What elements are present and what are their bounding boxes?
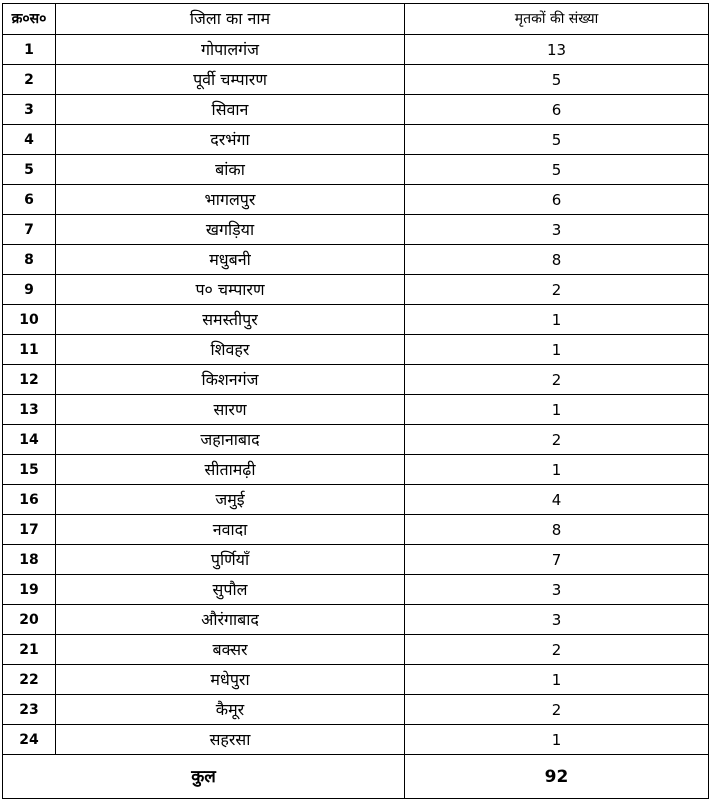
- death-count-cell: 2: [405, 695, 709, 725]
- death-count-cell: 1: [405, 335, 709, 365]
- serial-number-cell: 16: [3, 485, 56, 515]
- district-name-cell: मधेपुरा: [56, 665, 405, 695]
- serial-number-cell: 10: [3, 305, 56, 335]
- death-count-cell: 2: [405, 425, 709, 455]
- table-row: [3, 65, 709, 95]
- serial-number-cell: 19: [3, 575, 56, 605]
- death-count-cell: 8: [405, 515, 709, 545]
- district-name-cell: सुपौल: [56, 575, 405, 605]
- serial-number-cell: 7: [3, 215, 56, 245]
- death-count-cell: 2: [405, 635, 709, 665]
- death-count-cell: 1: [405, 305, 709, 335]
- death-count-cell: 8: [405, 245, 709, 275]
- serial-number-cell: 14: [3, 425, 56, 455]
- table-row: [3, 605, 709, 635]
- district-name-cell: समस्तीपुर: [56, 305, 405, 335]
- serial-number-cell: 3: [3, 95, 56, 125]
- district-name-cell: किशनगंज: [56, 365, 405, 395]
- table-body: [3, 35, 709, 755]
- table-row: [3, 245, 709, 275]
- death-count-cell: 3: [405, 215, 709, 245]
- death-count-cell: 4: [405, 485, 709, 515]
- serial-number-cell: 17: [3, 515, 56, 545]
- serial-number-cell: 6: [3, 185, 56, 215]
- table-row: [3, 515, 709, 545]
- total-label: कुल: [3, 755, 405, 799]
- district-name-cell: मधुबनी: [56, 245, 405, 275]
- district-name-cell: सिवान: [56, 95, 405, 125]
- serial-number-cell: 2: [3, 65, 56, 95]
- table-row: [3, 395, 709, 425]
- table-row: [3, 215, 709, 245]
- table-row: [3, 545, 709, 575]
- district-name-cell: सहरसा: [56, 725, 405, 755]
- header-serial-number: क्र०स०: [3, 4, 56, 35]
- district-name-cell: प० चम्पारण: [56, 275, 405, 305]
- table-row: [3, 95, 709, 125]
- table-row: [3, 365, 709, 395]
- header-district-name: जिला का नाम: [56, 4, 405, 35]
- serial-number-cell: 23: [3, 695, 56, 725]
- district-name-cell: कैमूर: [56, 695, 405, 725]
- serial-number-cell: 15: [3, 455, 56, 485]
- serial-number-cell: 11: [3, 335, 56, 365]
- district-name-cell: बांका: [56, 155, 405, 185]
- district-name-cell: पूर्वी चम्पारण: [56, 65, 405, 95]
- death-count-cell: 1: [405, 725, 709, 755]
- header-row: [3, 4, 709, 35]
- table-row: [3, 485, 709, 515]
- district-name-cell: पुर्णियाँ: [56, 545, 405, 575]
- death-count-cell: 6: [405, 95, 709, 125]
- death-count-cell: 3: [405, 605, 709, 635]
- district-name-cell: सीतामढ़ी: [56, 455, 405, 485]
- death-count-cell: 2: [405, 365, 709, 395]
- district-name-cell: भागलपुर: [56, 185, 405, 215]
- death-count-cell: 5: [405, 65, 709, 95]
- death-count-cell: 5: [405, 125, 709, 155]
- district-name-cell: जहानाबाद: [56, 425, 405, 455]
- table-row: [3, 665, 709, 695]
- table-row: [3, 185, 709, 215]
- death-count-cell: 2: [405, 275, 709, 305]
- death-count-cell: 3: [405, 575, 709, 605]
- death-count-cell: 1: [405, 455, 709, 485]
- district-name-cell: नवादा: [56, 515, 405, 545]
- death-count-cell: 6: [405, 185, 709, 215]
- district-name-cell: जमुई: [56, 485, 405, 515]
- death-count-cell: 1: [405, 395, 709, 425]
- table-row: [3, 305, 709, 335]
- table-row: [3, 725, 709, 755]
- serial-number-cell: 8: [3, 245, 56, 275]
- deaths-by-district-table: [2, 3, 709, 799]
- death-count-cell: 1: [405, 665, 709, 695]
- serial-number-cell: 9: [3, 275, 56, 305]
- serial-number-cell: 4: [3, 125, 56, 155]
- serial-number-cell: 13: [3, 395, 56, 425]
- header-death-count: मृतकों की संख्या: [405, 4, 709, 35]
- serial-number-cell: 22: [3, 665, 56, 695]
- table-row: [3, 455, 709, 485]
- table-row: [3, 635, 709, 665]
- table-row: [3, 575, 709, 605]
- serial-number-cell: 20: [3, 605, 56, 635]
- table-row: [3, 155, 709, 185]
- table-row: [3, 335, 709, 365]
- table-row: [3, 425, 709, 455]
- serial-number-cell: 12: [3, 365, 56, 395]
- district-name-cell: औरंगाबाद: [56, 605, 405, 635]
- table-row: [3, 35, 709, 65]
- death-count-cell: 7: [405, 545, 709, 575]
- death-count-cell: 13: [405, 35, 709, 65]
- serial-number-cell: 24: [3, 725, 56, 755]
- table-row: [3, 695, 709, 725]
- district-name-cell: बक्सर: [56, 635, 405, 665]
- district-name-cell: गोपालगंज: [56, 35, 405, 65]
- serial-number-cell: 18: [3, 545, 56, 575]
- serial-number-cell: 1: [3, 35, 56, 65]
- death-count-cell: 5: [405, 155, 709, 185]
- district-name-cell: सारण: [56, 395, 405, 425]
- total-count: 92: [405, 755, 709, 799]
- district-name-cell: शिवहर: [56, 335, 405, 365]
- district-name-cell: दरभंगा: [56, 125, 405, 155]
- district-name-cell: खगड़िया: [56, 215, 405, 245]
- serial-number-cell: 5: [3, 155, 56, 185]
- total-row: [3, 755, 709, 799]
- table-row: [3, 275, 709, 305]
- serial-number-cell: 21: [3, 635, 56, 665]
- table-row: [3, 125, 709, 155]
